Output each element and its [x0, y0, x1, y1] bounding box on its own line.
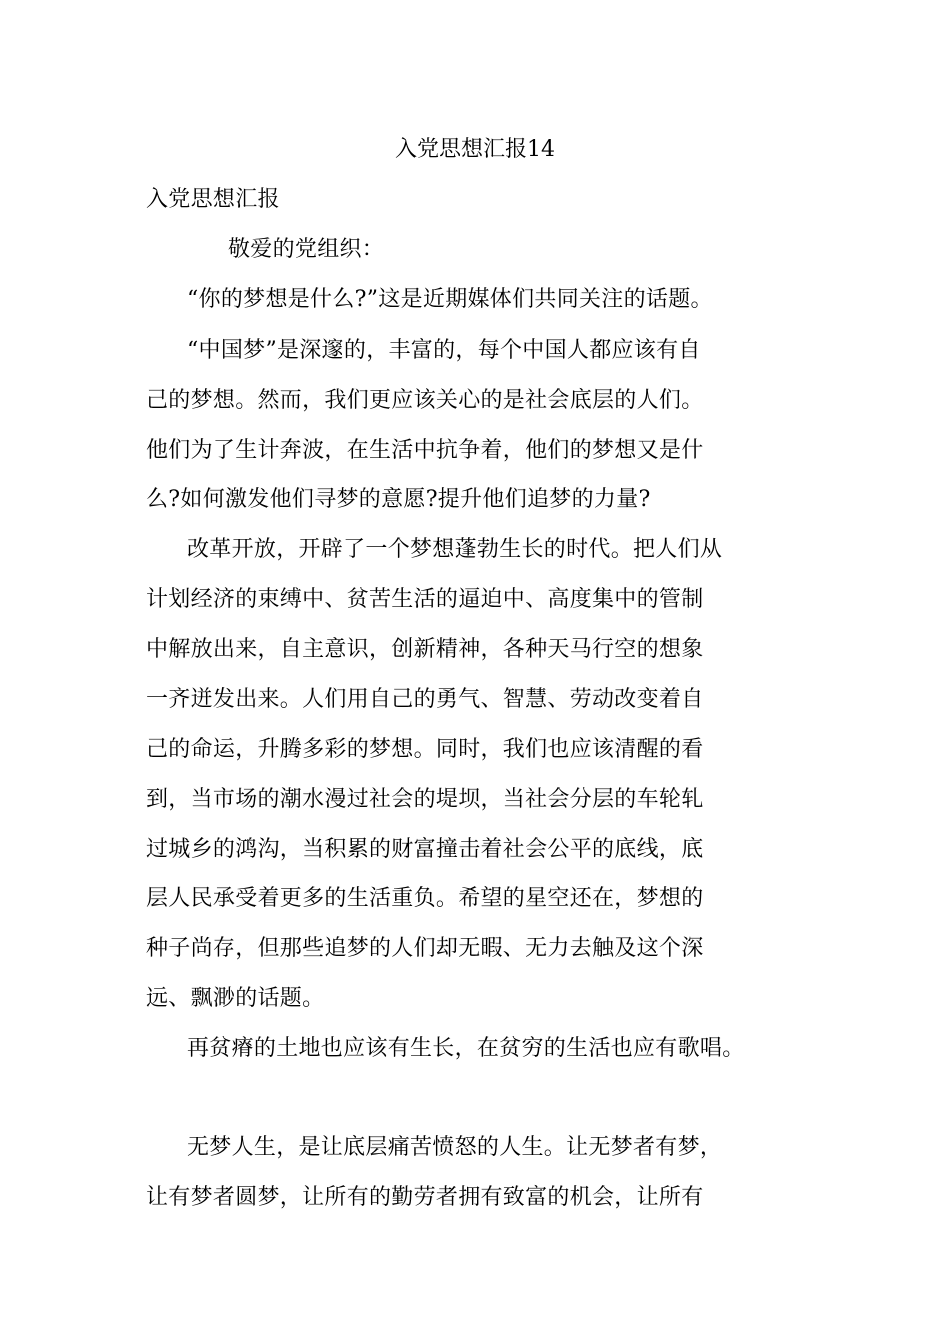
paragraph-line: 层人民承受着更多的生活重负。希望的星空还在，梦想的 — [146, 886, 704, 911]
paragraph-line: 一齐迸发出来。人们用自己的勇气、智慧、劳动改变着自 — [146, 687, 704, 712]
paragraph-line: 让有梦者圆梦，让所有的勤劳者拥有致富的机会，让所有 — [146, 1185, 704, 1210]
paragraph-line: 过城乡的鸿沟，当积累的财富撞击着社会公平的底线，底 — [146, 837, 704, 862]
paragraph-line: 远、飘渺的话题。 — [146, 986, 325, 1011]
paragraph-line: 再贫瘠的土地也应该有生长，在贫穷的生活也应有歌唱。 — [187, 1036, 745, 1061]
salutation: 敬爱的党组织： — [228, 237, 385, 262]
paragraph-line: “你的梦想是什么?”这是近期媒体们共同关注的话题。 — [187, 287, 713, 312]
paragraph-line: 改革开放，开辟了一个梦想蓬勃生长的时代。把人们从 — [187, 537, 723, 562]
paragraph-line: “中国梦”是深邃的，丰富的，每个中国人都应该有自 — [187, 338, 701, 363]
paragraph-line: 么?如何激发他们寻梦的意愿?提升他们追梦的力量? — [146, 487, 651, 512]
paragraph-line: 计划经济的束缚中、贫苦生活的逼迫中、高度集中的管制 — [146, 587, 704, 612]
paragraph-line: 中解放出来，自主意识，创新精神，各种天马行空的想象 — [146, 637, 704, 662]
paragraph-line: 己的梦想。然而，我们更应该关心的是社会底层的人们。 — [146, 388, 704, 413]
document-title: 入党思想汇报14 — [395, 137, 555, 162]
paragraph-line: 己的命运，升腾多彩的梦想。同时，我们也应该清醒的看 — [146, 737, 704, 762]
paragraph-line: 他们为了生计奔波，在生活中抗争着，他们的梦想又是什 — [146, 438, 704, 463]
paragraph-line: 种子尚存，但那些追梦的人们却无暇、无力去触及这个深 — [146, 936, 704, 961]
paragraph-line: 到，当市场的潮水漫过社会的堤坝，当社会分层的车轮轧 — [146, 787, 704, 812]
document-subtitle: 入党思想汇报 — [146, 187, 280, 212]
paragraph-line: 无梦人生，是让底层痛苦愤怒的人生。让无梦者有梦， — [187, 1135, 723, 1160]
